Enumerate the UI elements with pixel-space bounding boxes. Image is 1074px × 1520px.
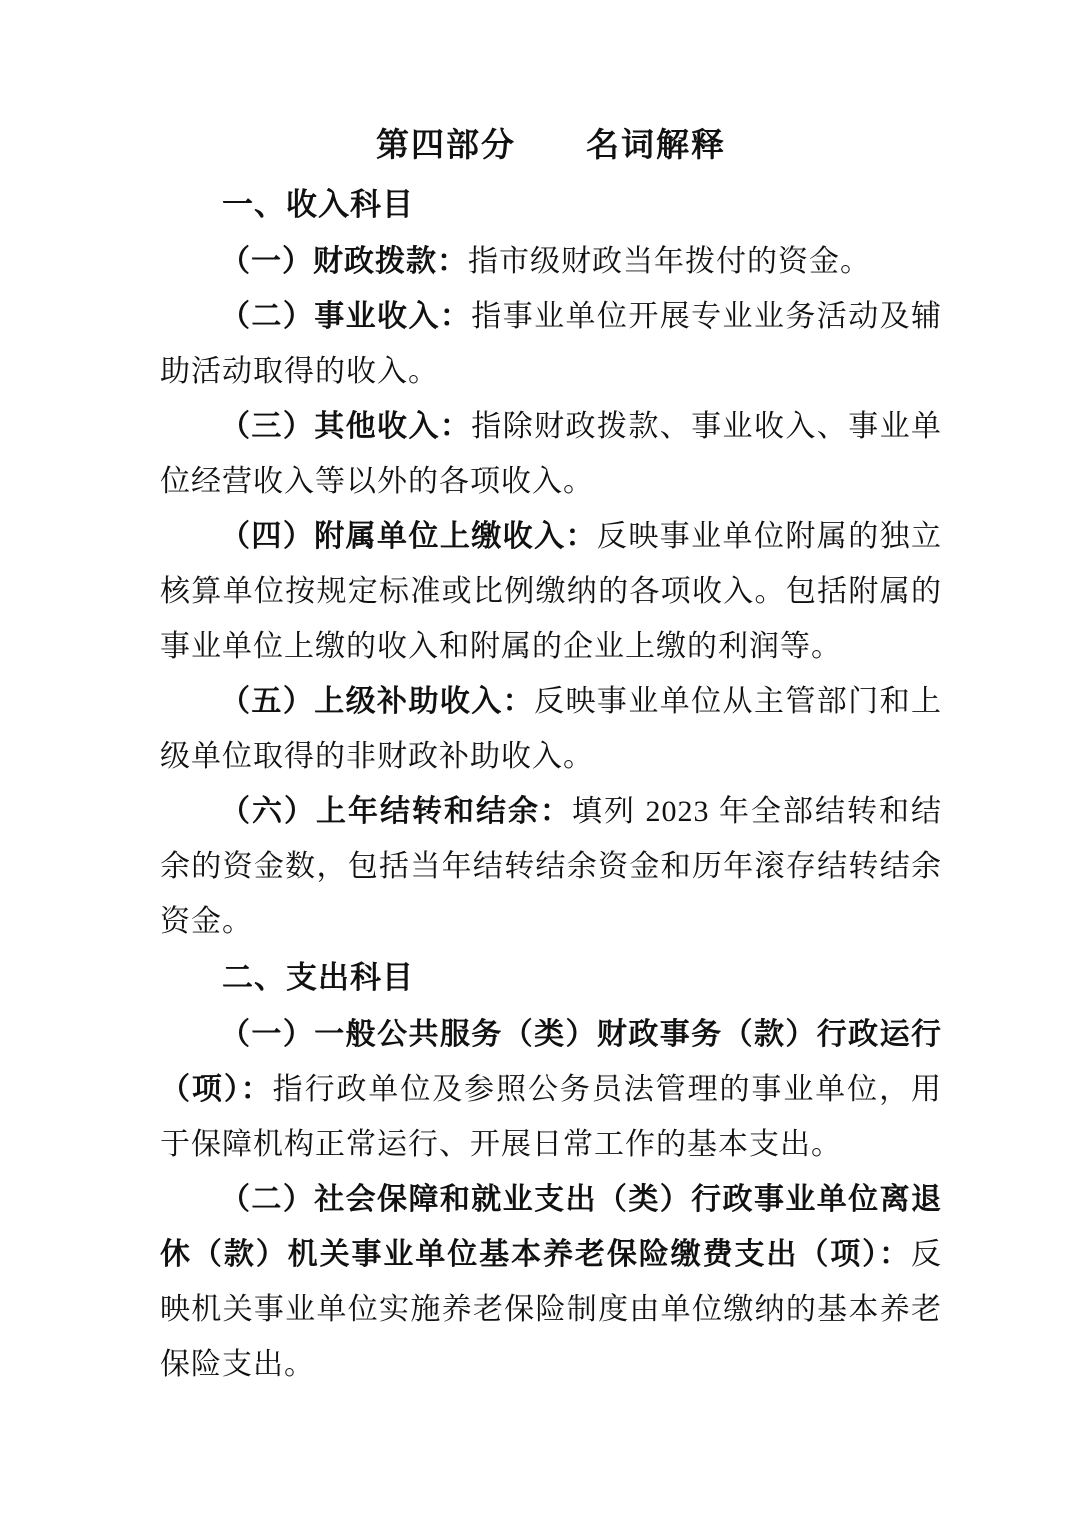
term-definition: 指除财政拨款、事业收入、事业单位经营收入等以外的各项收入。 [160,410,943,498]
section-heading-income: 一、收入科目 [222,187,414,222]
term-paragraph-income-6 [160,784,942,949]
term-name: （四）附属单位上缴收入： [220,520,597,553]
term-definition: 指事业单位开展专业业务活动及辅助活动取得的收入。 [160,300,943,388]
term-name: （二）社会保障和就业支出（类）行政事业单位离退休（款）机关事业单位基本养老保险缴费支出（项）： [160,1183,942,1271]
term-paragraph-expenditure-1 [160,1007,942,1172]
section-heading-expenditure: 二、支出科目 [222,960,414,995]
term-definition: 反映机关事业单位实施养老保险制度由单位缴纳的基本养老保险支出。 [160,1238,942,1381]
term-name: （一）财政拨款： [220,245,468,278]
page-title: 第四部分 名词解释 [376,126,726,163]
term-paragraph-income-2 [160,289,942,399]
term-name: （五）上级补助收入： [220,685,535,718]
term-paragraph-expenditure-2 [160,1172,942,1392]
term-paragraph-income-3 [160,399,942,509]
term-name: （一）一般公共服务（类）财政事务（款）行政运行（项）： [160,1018,942,1106]
term-name: （二）事业收入： [220,300,472,333]
term-paragraph-income-4 [160,509,942,674]
term-definition: 反映事业单位从主管部门和上级单位取得的非财政补助收入。 [160,685,943,773]
term-definition: 反映事业单位附属的独立核算单位按规定标准或比例缴纳的各项收入。包括附属的事业单位上缴的收入和附属的企业上缴的利润等。 [160,520,943,663]
term-name: （六）上年结转和结余： [220,795,572,828]
term-definition: 指行政单位及参照公务员法管理的事业单位，用于保障机构正常运行、开展日常工作的基本支出。 [160,1073,943,1161]
term-definition: 填列 2023 年全部结转和结余的资金数，包括当年结转结余资金和历年滚存结转结余资金。 [160,795,942,938]
term-paragraph-income-5 [160,674,942,784]
term-definition: 指市级财政当年拨付的资金。 [468,245,871,278]
term-paragraph-income-1 [160,234,942,289]
term-name: （三）其他收入： [220,410,472,443]
